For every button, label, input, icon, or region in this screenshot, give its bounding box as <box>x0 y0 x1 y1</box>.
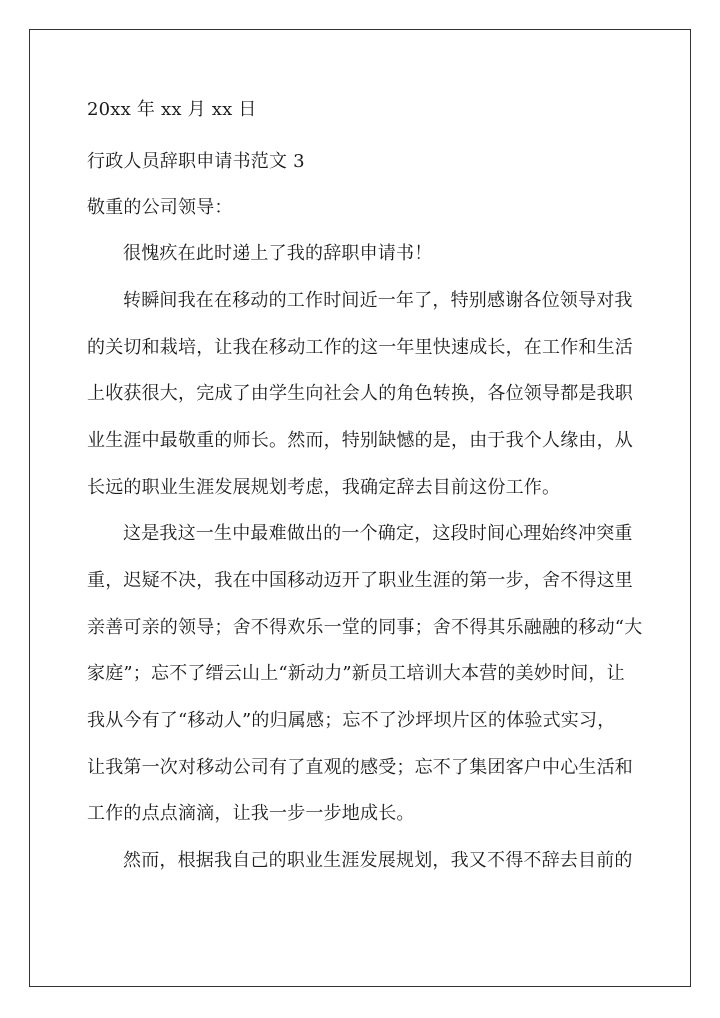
document-title: 行政人员辞职申请书范文 3 <box>87 151 305 172</box>
paragraph-line: 重，迟疑不决，我在中国移动迈开了职业生涯的第一步，舍不得这里 <box>87 570 633 591</box>
paragraph-line: 长远的职业生涯发展规划考虑，我确定辞去目前这份工作。 <box>87 477 561 498</box>
paragraph-line: 业生涯中最敬重的师长。然而，特别缺憾的是，由于我个人缘由，从 <box>87 430 633 451</box>
paragraph-line: 亲善可亲的领导；舍不得欢乐一堂的同事；舍不得其乐融融的移动“大 <box>87 617 643 638</box>
paragraph-line: 让我第一次对移动公司有了直观的感受；忘不了集团客户中心生活和 <box>87 757 633 778</box>
paragraph-line: 上收获很大，完成了由学生向社会人的角色转换，各位领导都是我职 <box>87 383 633 404</box>
paragraph-line: 的关切和栽培，让我在移动工作的这一年里快速成长，在工作和生活 <box>87 337 633 358</box>
paragraph-line: 工作的点点滴滴，让我一步一步地成长。 <box>87 803 415 824</box>
paragraph-line: 家庭”；忘不了缙云山上“新动力”新员工培训大本营的美妙时间，让 <box>87 663 625 684</box>
paragraph-line: 这是我这一生中最难做出的一个确定，这段时间心理始终冲突重 <box>123 523 633 544</box>
paragraph-line: 我从今有了“移动人”的归属感；忘不了沙坪坝片区的体验式实习， <box>87 710 616 731</box>
salutation: 敬重的公司领导： <box>87 197 233 218</box>
paragraph-line: 很愧疚在此时递上了我的辞职申请书！ <box>123 243 433 264</box>
paragraph-line: 然而，根据我自己的职业生涯发展规划，我又不得不辞去目前的 <box>123 850 633 871</box>
paragraph-line: 转瞬间我在在移动的工作时间近一年了，特别感谢各位领导对我 <box>123 290 633 311</box>
document-date: 20xx 年 xx 月 xx 日 <box>87 99 257 120</box>
